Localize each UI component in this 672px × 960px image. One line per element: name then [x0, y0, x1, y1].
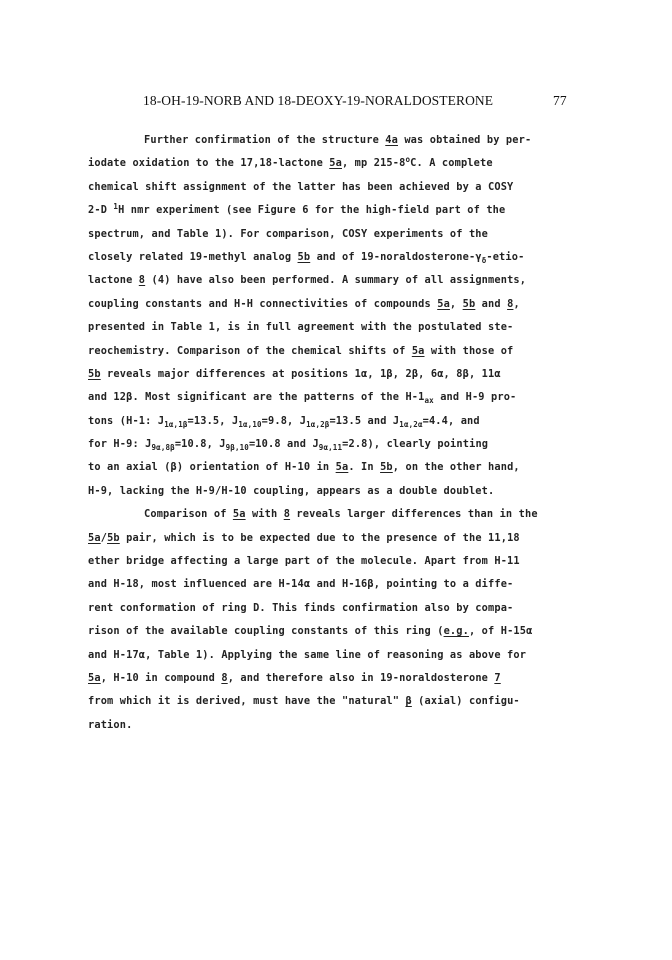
compound-ref: 5b: [88, 367, 101, 380]
text-line: coupling constants and H-H connectivities of compounds 5a, 5b and 8,: [88, 297, 520, 310]
text-line: 5a/5b pair, which is to be expected due to the presence of the 11,18: [88, 531, 520, 544]
text-line: from which it is derived, must have the "natural" β (axial) configu-: [88, 695, 520, 708]
text-line: H-9, lacking the H-9/H-10 coupling, appears as a double doublet.: [88, 484, 495, 497]
compound-ref: 8: [138, 274, 146, 287]
paragraph-1: [88, 129, 598, 503]
text-line: Further confirmation of the structure 4a was obtained by per-: [144, 134, 532, 146]
text-line: closely related 19-methyl analog 5b and of $19-noraldosterone-\gamma_\delta-etio-$: [88, 250, 525, 265]
compound-ref: 5a: [232, 508, 246, 521]
compound-ref: 8: [283, 508, 291, 521]
compound-ref: 5a: [329, 157, 342, 170]
compound-ref: 5a: [88, 671, 101, 684]
text-line: rent conformation of ring D. This finds confirmation also by compa-: [88, 601, 514, 614]
text-line: presented in Table 1, is in full agreement with the postulated ste-: [88, 321, 514, 334]
text-line: 5b reveals major differences at positions 1α, 1β, 2β, 6α, 8β, 11α: [88, 367, 501, 380]
text-line: 5a, H-10 in compound 8, and therefore also in 19-noraldosterone 7: [88, 671, 501, 684]
text-line: rison of the available coupling constants of this ring (e.g., of H-15α: [88, 625, 533, 638]
compound-ref: 5a: [335, 461, 349, 474]
page-number: 77: [553, 93, 567, 108]
text-line: spectrum, and Table 1). For comparison, COSY experiments of the: [88, 227, 489, 240]
body-text: [88, 129, 598, 737]
running-title: 18-OH-19-NORB AND 18-DEOXY-19-NORALDOSTERONE: [143, 93, 494, 108]
compound-ref: 5a: [437, 297, 450, 310]
text-line: tons (H-1: $J_{1\alpha,1\beta}=13.5$, $J_{1\alpha,10}=9.8$, $J_{1\alpha,2\beta}=13.5$ and $J_{1\alpha,2\alpha}=4.4$, and: [88, 414, 480, 429]
compound-ref: 5a: [411, 344, 425, 357]
text-line: and H-17α, Table 1). Applying the same line of reasoning as above for: [88, 648, 527, 661]
compound-ref: 5b: [107, 531, 120, 544]
paragraph-2: [88, 503, 598, 737]
text-line: lactone 8 (4) have also been performed. A summary of all assignments,: [88, 274, 527, 287]
text-line: for H-9: $J_{9\alpha,8\beta}=10.8$, $J_{9\beta,10}=10.8$ and $J_{9\alpha,11}=2.8$), clearly pointing: [88, 438, 489, 453]
compound-ref: 5b: [297, 250, 311, 263]
text-line: reochemistry. Comparison of the chemical shifts of 5a with those of: [88, 344, 514, 357]
compound-ref: 5b: [462, 297, 476, 310]
compound-ref: 5a: [88, 531, 101, 544]
emphasis: β: [405, 695, 412, 708]
compound-ref: 7: [494, 671, 501, 684]
text-line: and H-18, most influenced are H-14α and H-16β, pointing to a diffe-: [88, 578, 514, 591]
compound-ref: 8: [221, 671, 228, 684]
text-line: ration.: [88, 718, 133, 731]
compound-ref: 4a: [385, 134, 398, 146]
text-line: chemical shift assignment of the latter has been achieved by a COSY: [88, 180, 514, 193]
text-line: ether bridge affecting a large part of the molecule. Apart from H-11: [88, 555, 520, 568]
text-line: Comparison of 5a with 8 reveals larger differences than in the: [144, 508, 538, 521]
text-line: to an axial (β) orientation of H-10 in 5a. In 5b, on the other hand,: [88, 461, 520, 474]
text-line: 2-D $^1$H nmr experiment (see Figure 6 for the high-field part of the: [88, 202, 506, 217]
compound-ref: 5b: [380, 461, 393, 474]
text-line: and 12β. Most significant are the patterns of the $H-1_{ax}$ and H-9 pro-: [88, 391, 517, 406]
emphasis: e.g.: [443, 625, 469, 638]
running-header: [0, 93, 672, 113]
text-line: iodate oxidation to the 17,18-lactone 5a, mp 215-8$^o$C. A complete: [88, 155, 493, 170]
compound-ref: 8: [507, 297, 514, 310]
